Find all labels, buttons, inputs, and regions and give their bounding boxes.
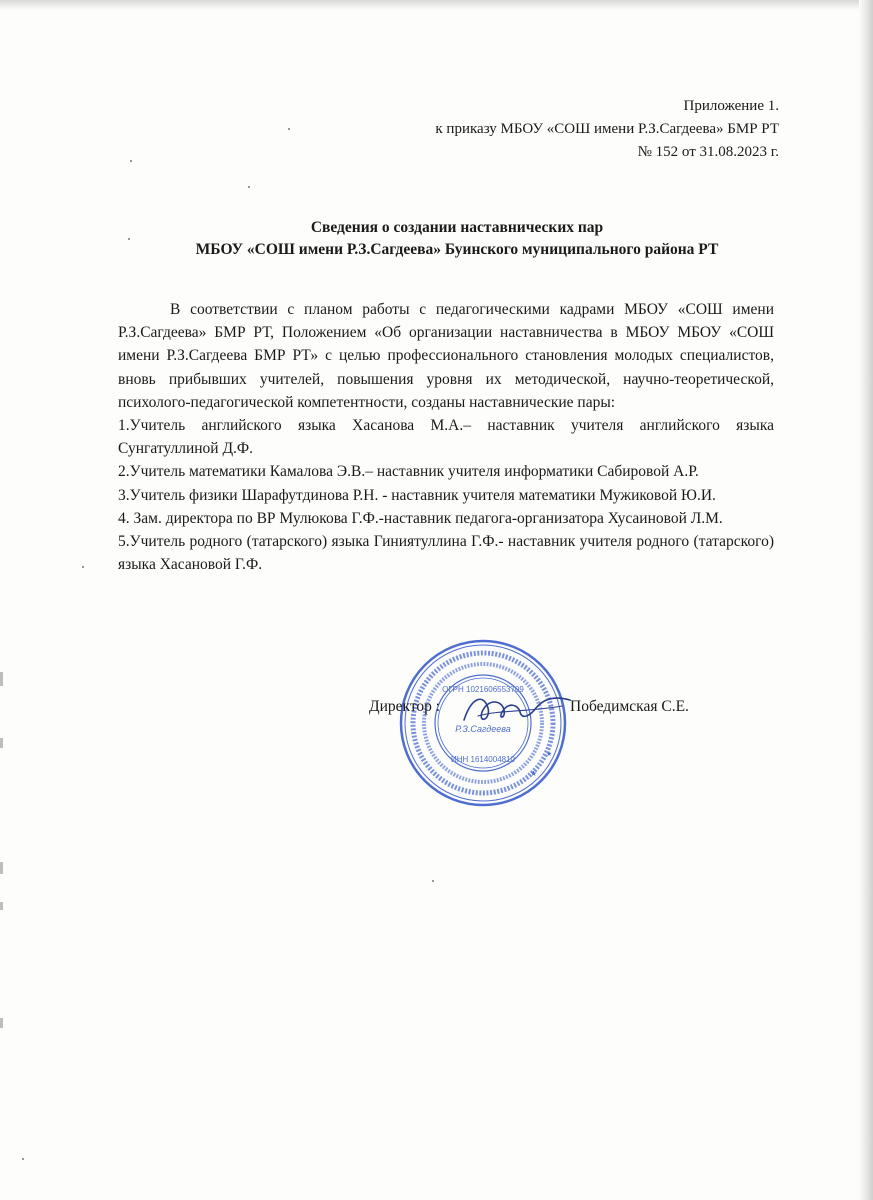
- scan-artifact: [0, 672, 3, 686]
- intro-paragraph: В соответствии с планом работы с педагогическими кадрами МБОУ «СОШ имени Р.З.Сагдеева» БМР РТ, Положением «Об организации наставничества в МБОУ МБОУ «СОШ имени Р.З.Сагдеева БМР РТ» с целью профессионального становления молодых специалистов, вновь прибывших учителей, повышения уровня их методической, научно-теоретической, психолого-педагогической компетентности, созданы наставнические пары:: [118, 301, 774, 411]
- svg-text:★: ★: [546, 751, 553, 758]
- list-item: 1.Учитель английского языка Хасанова М.А.– наставник учителя английского языка Сунгатуллиной Д.Ф.: [118, 417, 774, 458]
- list-item: 2.Учитель математики Камалова Э.В.– наставник учителя информатики Сабировой А.Р.: [118, 463, 699, 481]
- title-line-1: Сведения о создании наставнических пар: [310, 219, 604, 236]
- stamp-center-text: Р.З.Сагдеева: [455, 724, 511, 734]
- signature-name: Победимская С.Е.: [570, 698, 689, 715]
- scan-speck: [22, 1158, 24, 1160]
- signature-block: [369, 698, 709, 728]
- document-title: [0, 217, 873, 261]
- scan-artifact: [0, 862, 3, 874]
- svg-text:★: ★: [530, 769, 538, 778]
- order-reference: к приказу МБОУ «СОШ имени Р.З.Сагдеева» БМР РТ: [435, 121, 779, 137]
- scan-speck: [82, 566, 84, 568]
- list-item: 4. Зам. директора по ВР Мулюкова Г.Ф.-наставник педагога-организатора Хусаиновой Л.М.: [118, 509, 723, 527]
- scan-speck: [130, 160, 132, 162]
- scan-top-edge: [0, 0, 873, 10]
- scan-speck: [248, 186, 250, 188]
- document-body: [118, 298, 774, 576]
- appendix-header: [435, 95, 779, 164]
- list-item: 5.Учитель родного (татарского) языка Гиниятуллина Г.Ф.- наставник учителя родного (татарского) языка Хасановой Г.Ф.: [118, 533, 774, 574]
- scan-artifact: [0, 1018, 3, 1028]
- list-item: 3.Учитель физики Шарафутдинова Р.Н. - наставник учителя математики Мужиковой Ю.И.: [118, 486, 716, 504]
- scan-artifact: [0, 738, 3, 748]
- order-number-date: № 152 от 31.08.2023 г.: [637, 144, 779, 160]
- stamp-ogrn: ОГРН 1021606553709: [442, 685, 524, 694]
- scan-right-edge: [859, 0, 873, 1200]
- stamp-inn: ИНН 1614004810: [450, 755, 516, 764]
- title-line-2: МБОУ «СОШ имени Р.З.Сагдеева» Буинского муниципального района РТ: [195, 241, 719, 258]
- scan-artifact: [0, 902, 3, 910]
- scan-speck: [288, 128, 290, 130]
- appendix-number: Приложение 1.: [683, 98, 779, 114]
- signature-label: Директор :: [369, 698, 441, 715]
- scan-speck: [432, 880, 434, 882]
